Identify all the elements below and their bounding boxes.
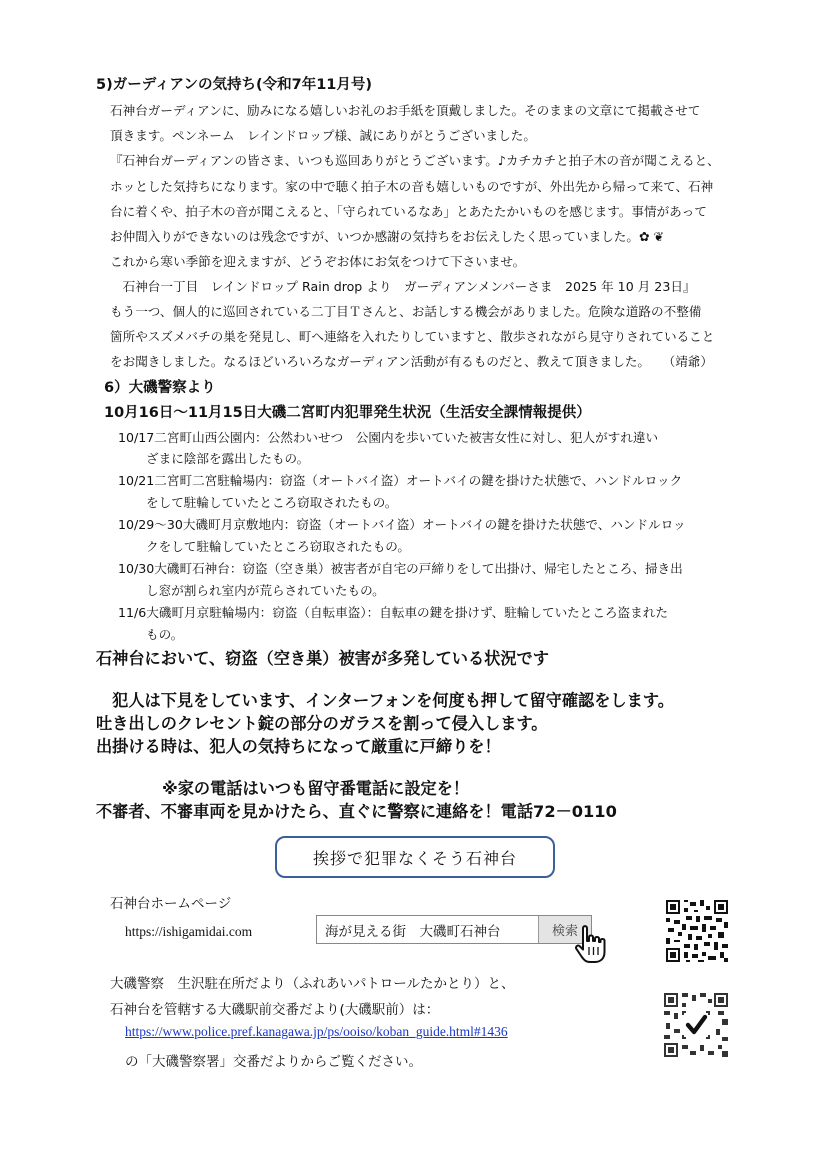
incident-line: し窓が割られ室内が荒らされていたもの。: [146, 583, 385, 598]
qr-code-police-icon: [662, 991, 730, 1059]
motto-box: [275, 836, 555, 878]
warning-line: 不審者、不審車両を見かけたら、直ぐに警察に連絡を！電話72－0110: [96, 802, 617, 821]
incident-line: クをして駐輪していたところ窃取されたもの。: [146, 539, 410, 554]
section5-line: 頂きます。ペンネーム レインドロップ様、誠にありがとうございました。: [110, 128, 536, 143]
incident-line: 10/30大磯町石神台：窃盗（空き巣）被害者が自宅の戸締りをして出掛け、帰宅したところ、掃き出: [118, 561, 683, 576]
section5-line: 箇所やスズメバチの巣を発見し、町へ連絡を入れたりしていますと、散歩されながら見守りされていること: [110, 329, 715, 344]
section5-line: 石神台一丁目 レインドロップ Rain drop より ガーディアンメンバーさま 2025 年 10 月 23日』: [110, 279, 696, 294]
incident-line: 10/17二宮町山西公園内：公然わいせつ 公園内を歩いていた被害女性に対し、犯人がすれ違い: [118, 430, 659, 445]
section5-line: ホッとした気持ちになります。家の中で聴く拍子木の音も嬉しいものですが、外出先から帰って来て、石神: [110, 179, 714, 194]
search-box[interactable]: [316, 915, 592, 944]
incident-line: 10/21二宮町二宮駐輪場内：窃盗（オートバイ盗）オートバイの鍵を掛けた状態で、ハンドルロック: [118, 473, 683, 488]
police-line: の「大磯警察署」交番だよりからご覧ください。: [125, 1054, 422, 1070]
section5-line: もう一つ、個人的に巡回されている二丁目Ｔさんと、お話しする機会がありました。危険な道路の不整備: [110, 304, 702, 319]
section5-line: これから寒い季節を迎えますが、どうぞお体にお気をつけて下さいませ。: [110, 254, 526, 269]
warning-line: 石神台において、窃盗（空き巣）被害が多発している状況です: [96, 649, 549, 668]
incident-line: 10/29～30大磯町月京敷地内：窃盗（オートバイ盗）オートバイの鍵を掛けた状態で、ハンドルロッ: [118, 517, 686, 532]
search-button[interactable]: 検索: [538, 916, 591, 943]
warning-line: 出掛ける時は、犯人の気持ちになって厳重に戸締りを！: [96, 737, 501, 756]
incident-line: ざまに陰部を露出したもの。: [146, 451, 310, 466]
motto-text: 挨拶で犯罪なくそう石神台: [312, 848, 517, 868]
hand-cursor-icon: [574, 924, 610, 966]
homepage-label: 石神台ホームページ: [110, 896, 232, 912]
incident-line: 11/6大磯町月京駐輪場内：窃盗（自転車盗）：自転車の鍵を掛けず、駐輪していたところ盗まれた: [118, 605, 668, 620]
section6-heading: 6）大磯警察より: [104, 380, 216, 396]
homepage-url[interactable]: https://ishigamidai.com: [125, 924, 253, 939]
section5-line: 台に着くや、拍子木の音が聞こえると、「守られているなあ」とあたたかいものを感じます。事情があって: [110, 204, 707, 219]
incident-line: もの。: [146, 627, 184, 642]
warning-line: ※家の電話はいつも留守番電話に設定を！: [162, 779, 470, 798]
section6-subheading: 10月16日～11月15日大磯二宮町内犯罪発生状況（生活安全課情報提供）: [104, 405, 591, 421]
police-line: 石神台を管轄する大磯駅前交番だより(大磯駅前）は：: [110, 1002, 440, 1018]
warning-line: 犯人は下見をしています、インターフォンを何度も押して留守確認をします。: [96, 691, 674, 710]
police-line: 大磯警察 生沢駐在所だより（ふれあいパトロールたかとり）と、: [110, 976, 515, 992]
police-koban-link[interactable]: https://www.police.pref.kanagawa.jp/ps/ooiso/koban_guide.html#1436: [125, 1024, 508, 1039]
section5-line: をお聞きしました。なるほどいろいろなガーディアン活動が有るものだと、教えて頂きました。 （靖爺）: [110, 354, 713, 369]
warning-line: 吐き出しのクレセント錠の部分のガラスを割って侵入します。: [96, 714, 548, 733]
search-input[interactable]: 海が見える街 大磯町石神台: [325, 923, 501, 940]
section5-line: 石神台ガーディアンに、励みになる嬉しいお礼のお手紙を頂戴しました。そのままの文章にて掲載させて: [110, 103, 701, 118]
incident-line: をして駐輪していたところ窃取されたもの。: [146, 495, 398, 510]
section5-heading: 5)ガーディアンの気持ち(令和7年11月号): [96, 77, 372, 93]
section5-line: お仲間入りができないのは残念ですが、いつか感謝の気持ちをお伝えしたく思っていました。✿ ❦: [110, 229, 665, 244]
qr-code-homepage-icon: [664, 898, 730, 964]
section5-line: 『石神台ガーディアンの皆さま、いつも巡回ありがとうございます。♪カチカチと拍子木の音が聞こえると、: [110, 153, 720, 168]
